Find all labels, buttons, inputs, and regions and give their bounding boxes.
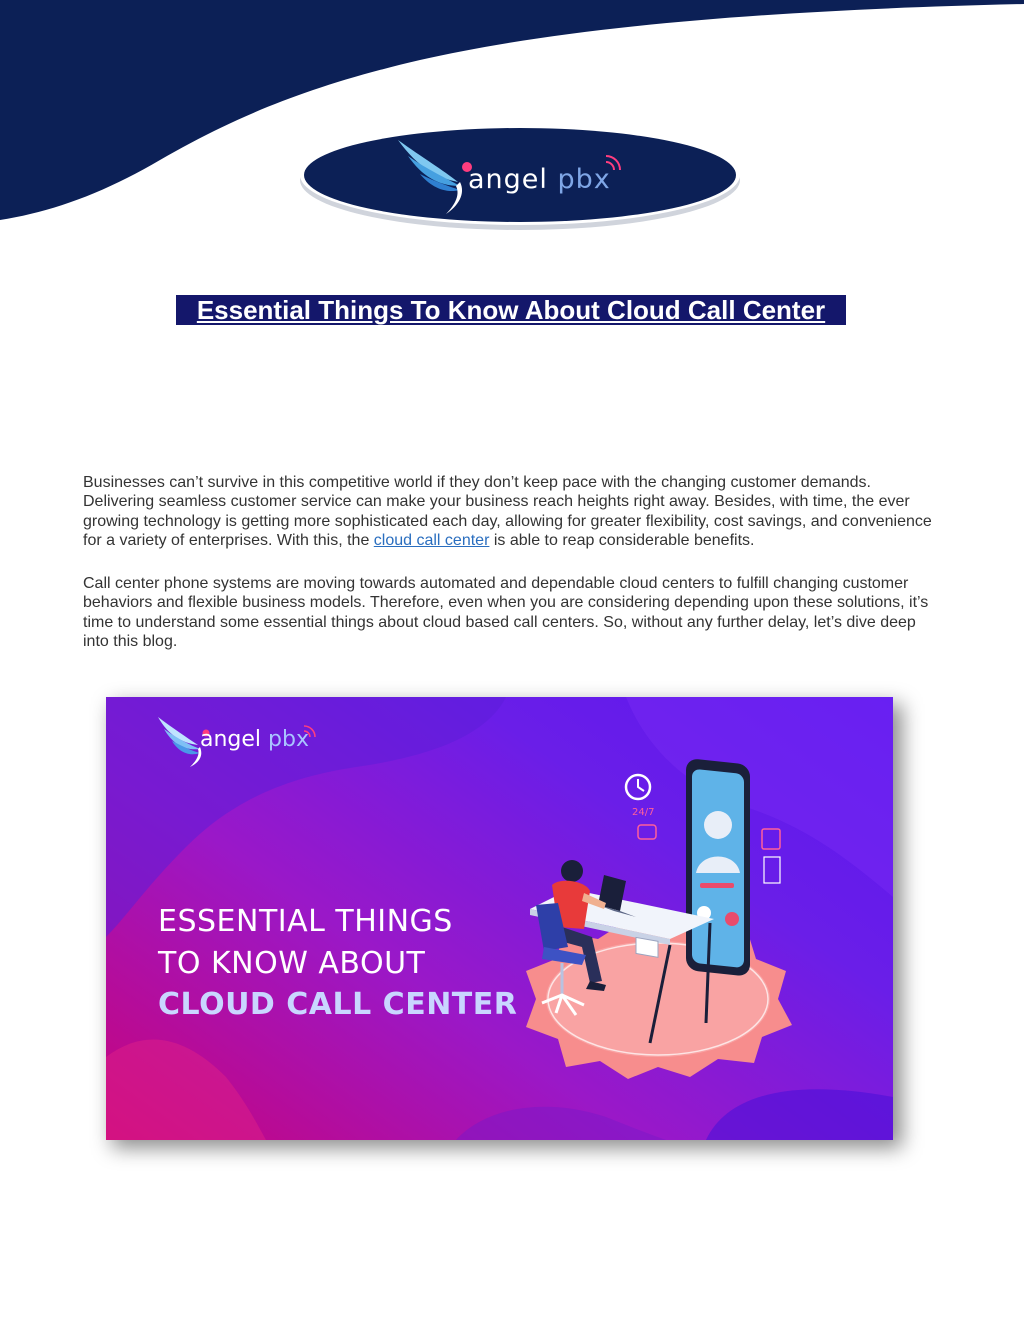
banner-headline-line2: TO KNOW ABOUT (158, 946, 426, 981)
cloud-call-center-link[interactable]: cloud call center (373, 531, 490, 549)
logo-wordmark: angel pbx (468, 164, 611, 195)
paragraph-intro: Businesses can’t survive in this competitive world if they don’t keep pace with the changing customer demands. Delivering seamless customer service can make your business reach heights right away. Besides, with time, the ever growing technology is getting more sophisticated each day, allowing for greater flexibility, cost savings, and convenience for a variety of enterprises. With this, the cloud call center is able to reap considerable benefits. (83, 474, 932, 549)
article-title-text: Essential Things To Know About Cloud Call Center (196, 295, 826, 325)
banner-bird-icon (158, 717, 201, 767)
banner-headline-line1: ESSENTIAL THINGS (158, 904, 453, 939)
badge-24-7: 24/7 (632, 807, 655, 818)
clock-icon (626, 775, 650, 799)
message-icon (762, 829, 780, 849)
article-title (176, 295, 846, 325)
document-icon (764, 857, 780, 883)
smartphone-icon (686, 758, 750, 977)
banner-headline-line3: CLOUD CALL CENTER (158, 987, 518, 1022)
paragraph-second: Call center phone systems are moving towards automated and dependable cloud centers to fulfill changing customer behaviors and flexible business models. Therefore, even when you are considering depending upon these solutions, it’s time to understand some essential things about cloud based call centers. So, without any further delay, let’s dive deep into this blog. (83, 575, 929, 650)
chat-icon (638, 825, 656, 839)
call-center-illustration (486, 733, 816, 1103)
cloud-call-center-banner (106, 697, 893, 1140)
angelpbx-logo[interactable] (298, 120, 742, 232)
banner-logo-wordmark: angel pbx (200, 727, 309, 752)
